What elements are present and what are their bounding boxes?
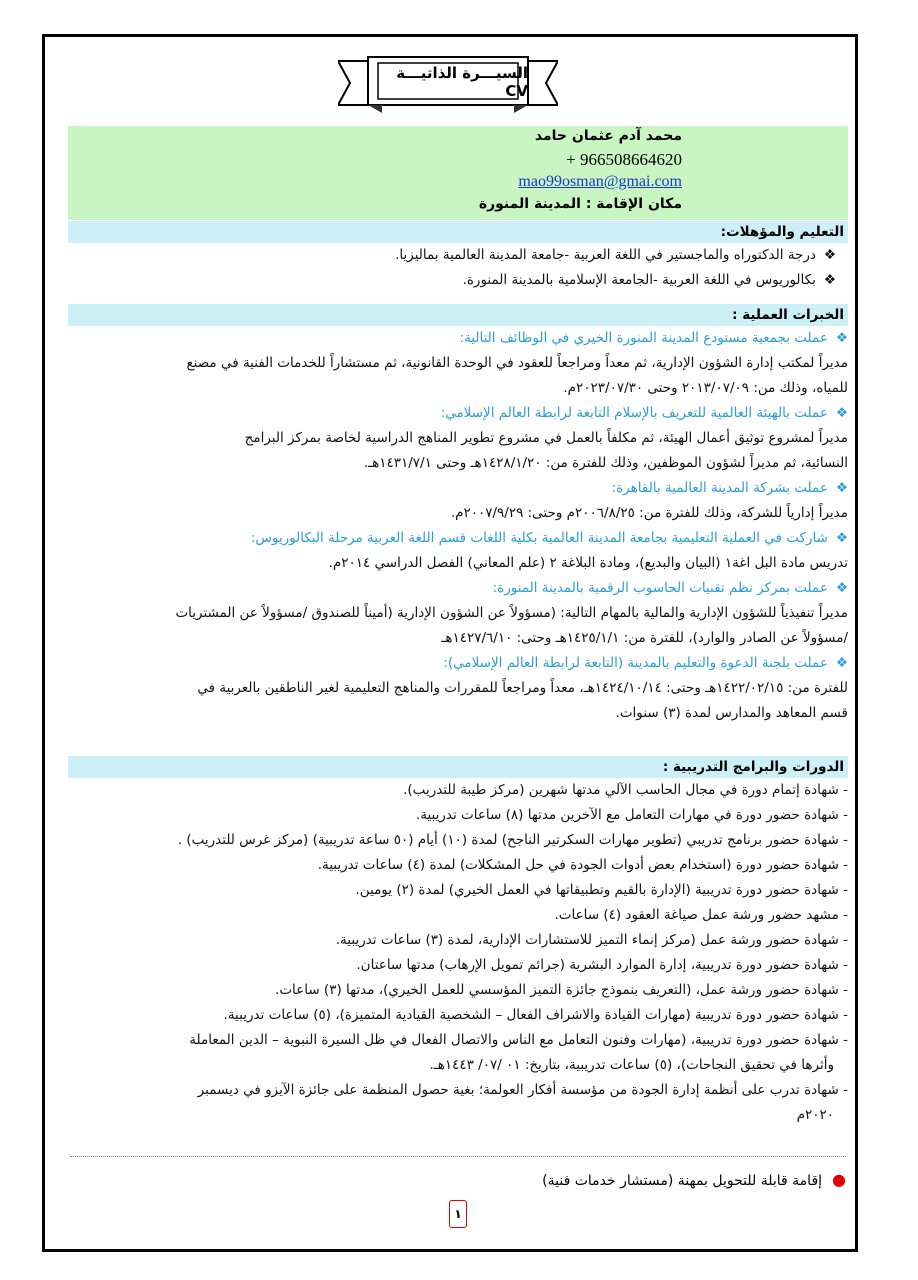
experience-entry-title bbox=[68, 651, 848, 676]
experience-entry-text bbox=[68, 376, 848, 401]
course-item: - شهادة إتمام دورة في مجال الحاسب الآلي مدتها شهرين (مركز طيبة للتدريب). bbox=[403, 782, 848, 798]
line-text: للمياه، وذلك من: ٢٠١٣/٠٧/٠٩ وحتى ٢٠٢٣/٠٧/٣٠م. bbox=[563, 380, 848, 396]
education-item: درجة الدكتوراه والماجستير في اللغة العربية -جامعة المدينة العالمية بماليزيا. bbox=[395, 247, 816, 263]
diamond-bullet-icon: ❖ bbox=[835, 655, 848, 671]
course-item: - شهادة حضور دورة (استخدام بعض أدوات الجودة في حل المشكلات) لمدة (٤) ساعات تدريبية. bbox=[317, 857, 848, 873]
page-number: ١ bbox=[449, 1200, 467, 1228]
diamond-bullet-icon: ❖ bbox=[823, 272, 836, 288]
line-text: شاركت في العملية التعليمية بجامعة المدينة العالمية بكلية اللغات قسم اللغة العربية مرحلة البكالوريوس: bbox=[250, 530, 828, 546]
person-name: محمد آدم عثمان حامد bbox=[534, 128, 682, 144]
list-item bbox=[68, 243, 848, 268]
education-section bbox=[68, 221, 848, 293]
line-text: قسم المعاهد والمدارس لمدة (٣) سنوات. bbox=[615, 705, 848, 721]
diamond-bullet-icon: ❖ bbox=[835, 405, 848, 421]
experience-section bbox=[68, 304, 848, 726]
course-item: - شهادة حضور برنامج تدريبي (تطوير مهارات السكرتير الناجح) لمدة (١٠) أيام (٥٠ ساعة تدريبية) (مركز غرس للتدريب) . bbox=[177, 832, 848, 848]
email-link[interactable]: mao99osman@gmai.com bbox=[518, 173, 682, 190]
course-item: - شهادة حضور دورة في مهارات التعامل مع الآخرين مدتها (٨) ساعات تدريبية. bbox=[415, 807, 848, 823]
line-text: عملت بمركز نظم تقنيات الحاسوب الرقمية بالمدينة المنورة: bbox=[492, 580, 828, 596]
experience-entry-title bbox=[68, 476, 848, 501]
diamond-bullet-icon: ❖ bbox=[835, 580, 848, 596]
phone-number: + 966508664620 bbox=[566, 150, 682, 169]
diamond-bullet-icon: ❖ bbox=[835, 480, 848, 496]
line-text: مديراً إدارياً للشركة، وذلك للفترة من: ٢٠٠٦/٨/٢٥م وحتى: ٢٠٠٧/٩/٢٩م. bbox=[450, 505, 848, 521]
diamond-bullet-icon: ❖ bbox=[823, 247, 836, 263]
course-item: - شهادة حضور دورة تدريبية (مهارات القيادة والاشراف الفعال – الشخصية القيادية المتميزة)، (٥) ساعات تدريبية. bbox=[223, 1007, 848, 1023]
line-text: للفترة من: ١٤٢٢/٠٢/١٥هـ وحتى: ١٤٢٤/١٠/١٤هـ، معداً ومراجعاً للمقررات والمناهج التعليمية لغير الناطقين بالعربية في bbox=[197, 680, 848, 696]
course-item: - شهادة حضور دورة تدريبية (الإدارة بالقيم وتطبيقاتها في العمل الخيري) لمدة (٢) يومين. bbox=[355, 882, 848, 898]
experience-entry-text bbox=[68, 451, 848, 476]
note-text: إقامة قابلة للتحويل بمهنة (مستشار خدمات فنية) bbox=[542, 1173, 823, 1189]
experience-entry-title bbox=[68, 401, 848, 426]
course-item: - شهادة تدرب على أنظمة إدارة الجودة من مؤسسة أفكار العولمة؛ بغية حصول المنظمة على جائزة الآيزو في ديسمبر bbox=[197, 1082, 848, 1098]
experience-lines bbox=[68, 326, 848, 726]
experience-entry-text bbox=[68, 626, 848, 651]
line-text: /مسؤولاً عن الصادر والوارد)، للفترة من: ١٤٢٥/١/١هـ وحتى: ١٤٢٧/٦/١٠هـ bbox=[441, 630, 848, 646]
education-item: بكالوريوس في اللغة العربية -الجامعة الإسلامية بالمدينة المنورة. bbox=[462, 272, 816, 288]
experience-entry-title bbox=[68, 526, 848, 551]
list-item bbox=[68, 268, 848, 293]
line-text: النسائية، ثم مديراً لشؤون الموظفين، وذلك للفترة من: ١٤٢٨/١/٢٠هـ وحتى ١٤٣١/٧/١هـ. bbox=[363, 455, 848, 471]
dotted-separator bbox=[70, 1156, 846, 1157]
line-text: عملت بشركة المدينة العالمية بالقاهرة: bbox=[611, 480, 828, 496]
contact-block bbox=[68, 126, 848, 220]
experience-entry-title bbox=[68, 576, 848, 601]
experience-entry-text bbox=[68, 501, 848, 526]
course-item: - شهادة حضور دورة تدريبية، إدارة الموارد البشرية (جرائم تمويل الإرهاب) مدتها ساعتان. bbox=[356, 957, 848, 973]
education-heading: التعليم والمؤهلات: bbox=[68, 221, 848, 243]
line-text: مديراً تنفيذياً للشؤون الإدارية والمالية بالمهام التالية: (مسؤولاً عن الشؤون الإدارية (أميناً للصندوق /مسؤولاً عن المشتريات bbox=[175, 605, 848, 621]
line-text: عملت بلجنة الدعوة والتعليم بالمدينة (التابعة لرابطة العالم الإسلامي): bbox=[443, 655, 828, 671]
course-item: - شهادة حضور ورشة عمل، (التعريف بنموذج جائزة التميز المؤسسي للعمل الخيري)، مدتها (٣) ساعات. bbox=[275, 982, 848, 998]
course-item: - شهادة حضور دورة تدريبية، (مهارات وفنون التعامل مع الناس والاتصال الفعال في ظل السيرة النبوية – الدين المعاملة bbox=[189, 1032, 848, 1048]
course-lines bbox=[68, 778, 848, 1128]
line-text: مديراً لمكتب إدارة الشؤون الإدارية، ثم معداً ومراجعاً للعقود في الوحدة القانونية، ثم مستشاراً للخدمات الفنية في مصنع bbox=[186, 355, 848, 371]
experience-entry-text bbox=[68, 426, 848, 451]
diamond-bullet-icon: ❖ bbox=[835, 330, 848, 346]
experience-entry-title bbox=[68, 326, 848, 351]
experience-entry-text bbox=[68, 601, 848, 626]
course-item: وأثرها في تحقيق النجاحات)، (٥) ساعات تدريبية، بتاريخ: ٠١ /٠٧/ ١٤٤٣هـ. bbox=[429, 1057, 834, 1073]
experience-entry-text bbox=[68, 351, 848, 376]
experience-heading: الخبرات العملية : bbox=[68, 304, 848, 326]
courses-heading: الدورات والبرامج التدريبية : bbox=[68, 756, 848, 778]
diamond-bullet-icon: ❖ bbox=[835, 530, 848, 546]
experience-entry-text bbox=[68, 701, 848, 726]
line-text: تدريس مادة البل اغة١ (البيان والبديع)، ومادة البلاغة ٢ (علم المعاني) الفصل الدراسي ٢٠١٤م. bbox=[328, 555, 848, 571]
line-text: مديراً لمشروع توثيق أعمال الهيئة، ثم مكلفاً بالعمل في مشروع تطوير المناهج الدراسية لخاصة بمركز البرامج bbox=[244, 430, 848, 446]
red-dot-icon: ● bbox=[832, 1170, 846, 1189]
experience-entry-text bbox=[68, 676, 848, 701]
transfer-note bbox=[542, 1170, 846, 1189]
courses-section bbox=[68, 756, 848, 1128]
cv-title: السيـــرة الذاتيـــة CV bbox=[396, 64, 528, 100]
experience-entry-text bbox=[68, 551, 848, 576]
course-item: ٢٠٢٠م bbox=[796, 1107, 834, 1123]
line-text: عملت بجمعية مستودع المدينة المنورة الخيري في الوظائف التالية: bbox=[459, 330, 828, 346]
course-item: - شهادة حضور ورشة عمل (مركز إنماء التميز للاستشارات الإدارية، لمدة (٣) ساعات تدريبية. bbox=[335, 932, 848, 948]
line-text: عملت بالهيئة العالمية للتعريف بالإسلام التابعة لرابطة العالم الإسلامي: bbox=[440, 405, 828, 421]
course-item: - مشهد حضور ورشة عمل صياغة العقود (٤) ساعات. bbox=[554, 907, 848, 923]
residence: مكان الإقامة : المدينة المنورة bbox=[478, 196, 682, 212]
